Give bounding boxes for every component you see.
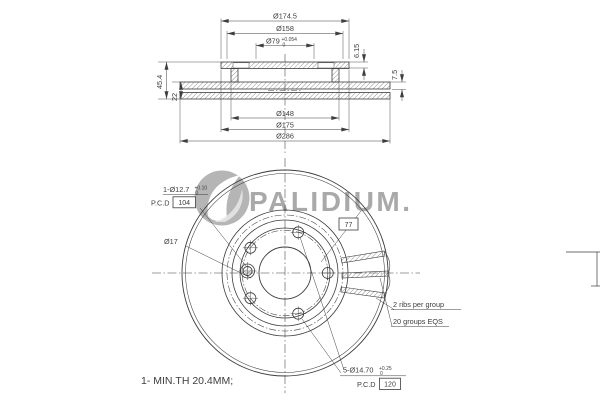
dim-bore-tol-lower: 0 <box>282 42 286 49</box>
ribs-labels <box>391 300 461 327</box>
bolt-hole <box>291 225 306 240</box>
vent-ribs <box>341 251 390 298</box>
label-locating-tol-lower: 0 <box>195 190 199 197</box>
hat-wall-left <box>231 69 238 83</box>
dim-bore-tol-upper: +0.054 <box>281 37 297 43</box>
label-locating-tol-upper: +0.10 <box>194 185 208 192</box>
leader-bolt-hole-bottom <box>302 319 341 373</box>
label-pcd120-value: 120 <box>384 381 396 389</box>
dim-45-4: 45.4 <box>155 74 164 89</box>
label-pcd104: P.C.D <box>151 198 170 208</box>
dim-22: 22 <box>170 92 179 101</box>
label-bolt-holes: 5-Ø14.70 <box>343 365 374 375</box>
label-bolt-tol-upper: +0.25 <box>379 365 392 372</box>
dim-148: Ø148 <box>276 109 294 118</box>
leader-ribs-2 <box>376 298 394 310</box>
bolt-hole <box>243 291 258 306</box>
flange-notch-left <box>233 63 249 68</box>
dim-bore: Ø79 <box>266 36 280 46</box>
friction-ring-bottom <box>180 93 390 100</box>
label-pcd104-value: 104 <box>178 200 191 208</box>
frame-corner-lines <box>566 252 600 286</box>
cross-section-view <box>155 12 406 154</box>
label-d17: Ø17 <box>164 237 178 246</box>
dim-175: Ø175 <box>276 120 294 130</box>
brand-watermark <box>195 171 413 226</box>
leader-bolt-hole-top <box>300 237 344 370</box>
boxed-dimension <box>339 218 358 230</box>
flange-notch-right <box>318 63 334 68</box>
boxed-dimension-value: 77 <box>344 222 353 229</box>
min-thickness-note: 1- MIN.TH 20.4MM; <box>141 375 234 387</box>
dim-158: Ø158 <box>276 24 294 34</box>
friction-ring-top <box>180 82 390 89</box>
label-groups-eqs: 20 groups EQS <box>393 317 443 326</box>
dim-flange-od: Ø174.5 <box>273 11 297 21</box>
bolt-holes-label <box>340 366 406 390</box>
label-pcd120: P.C.D <box>357 379 376 389</box>
hat-wall-right <box>332 69 339 83</box>
bolt-hole <box>320 266 335 281</box>
dim-6-15: 6.15 <box>352 43 361 58</box>
locating-hole <box>239 262 257 280</box>
dim-7-5: 7.5 <box>390 69 399 80</box>
dim-286: Ø286 <box>276 131 294 141</box>
dim-7-5-extensions <box>390 82 406 90</box>
label-ribs-per-group: 2 ribs per group <box>393 300 445 309</box>
bolt-hole <box>243 240 258 255</box>
bolt-hole <box>291 306 306 321</box>
label-locating-hole: 1-Ø12.7 <box>163 185 190 194</box>
label-bolt-tol-lower: 0 <box>380 371 383 378</box>
brand-name: PALIDIUM. <box>249 186 413 217</box>
